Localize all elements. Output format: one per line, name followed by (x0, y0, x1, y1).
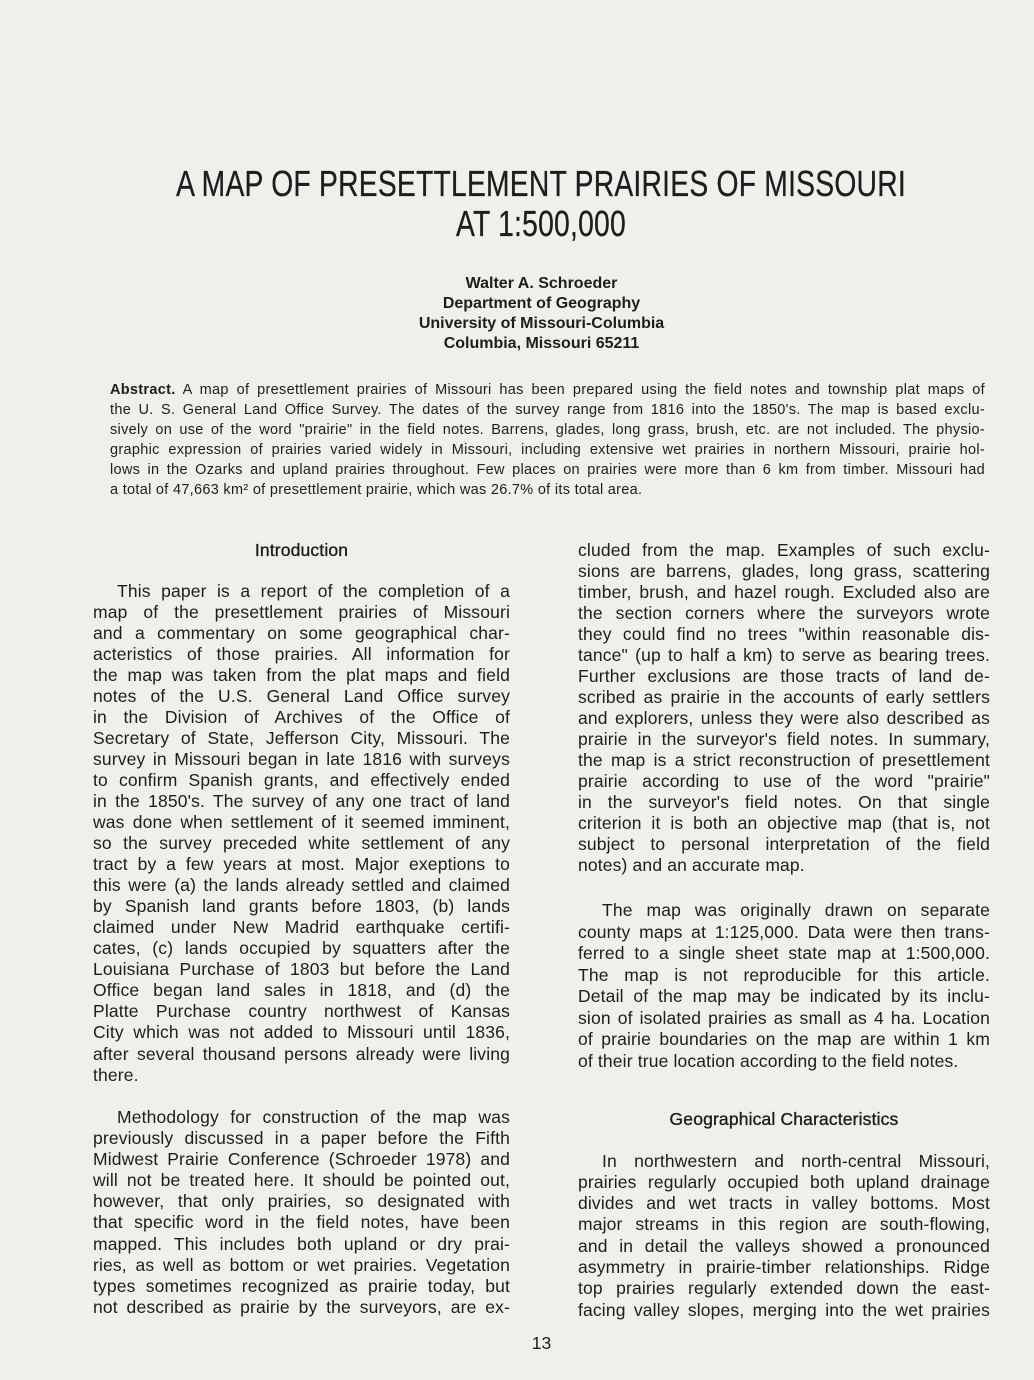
author-university: University of Missouri-Columbia (418, 315, 665, 332)
title-line-scale: AT 1:500,000 (456, 203, 626, 244)
text-line: lows in the Ozarks and upland prairies throughout. Few places on prairies were more than 6 km from timber. Missouri had (110, 462, 985, 478)
text-line: of their true location according to the field notes. (578, 1050, 959, 1071)
abstract (110, 380, 985, 500)
text-line: mapped. This includes both upland or dry prai- (93, 1233, 510, 1254)
paragraph (578, 900, 990, 1072)
text-line: asymmetry in prairie-timber relationships. Ridge (578, 1256, 990, 1277)
section-heading: Introduction (254, 540, 349, 560)
text-line: and explorers, unless they were also described as (578, 708, 990, 728)
text-line: City which was not added to Missouri until 1836, (93, 1022, 510, 1043)
abstract-label: Abstract. (110, 382, 176, 398)
text-line: was done when settlement of it seemed imminent, (93, 812, 510, 833)
text-line: prairie in the surveyor's field notes. In summary, (578, 729, 990, 750)
text-line: and a commentary on some geographical char- (93, 622, 510, 643)
paragraph (93, 581, 510, 1086)
text-line: sions are barrens, glades, long grass, scattering (578, 560, 990, 581)
section-heading: Geographical Characteristics (669, 1109, 899, 1129)
text-line: Further exclusions are those tracts of land de- (578, 665, 990, 686)
text-line: this were (a) the lands already settled and claimed (93, 875, 510, 896)
text-line: the U. S. General Land Office Survey. The dates of the survey range from 1816 into the 1850's. The map is based exclu- (110, 402, 985, 418)
text-line: Midwest Prairie Conference (Schroeder 1978) and (93, 1148, 510, 1169)
text-line: types sometimes recognized as prairie today, but (93, 1276, 510, 1296)
text-line: Methodology for construction of the map was (117, 1106, 510, 1127)
text-line: there. (93, 1064, 139, 1085)
text-line: of prairie boundaries on the map are within 1 km (578, 1029, 990, 1049)
text-line: cates, (c) lands occupied by squatters after the (93, 938, 510, 959)
text-line: In northwestern and north-central Missouri, (602, 1150, 990, 1171)
author-department: Department of Geography (442, 295, 641, 312)
text-line: scribed as prairie in the accounts of early settlers (578, 686, 990, 707)
text-line: The map is not reproducible for this article. (578, 964, 990, 985)
text-line: Office began land sales in 1818, and (d) the (93, 980, 510, 1001)
paragraph (578, 1151, 990, 1321)
text-line: not described as prairie by the surveyors, are ex- (93, 1297, 510, 1318)
text-line: graphic expression of prairies varied widely in Missouri, including extensive wet prairies in northern Missouri, prairie hol- (110, 442, 985, 458)
text-line: subject to personal interpretation of the field (578, 834, 990, 855)
text-line: facing valley slopes, merging into the wet prairies (578, 1299, 990, 1320)
text-line: notes of the U.S. General Land Office survey (93, 685, 510, 706)
text-line: the map is a strict reconstruction of presettlement (578, 750, 990, 771)
text-line: major streams in this region are south-flowing, (578, 1214, 990, 1235)
text-line: ferred to a single sheet state map at 1:500,000. (578, 943, 990, 963)
text-line: cluded from the map. Examples of such exclu- (578, 539, 990, 560)
text-line: map of the presettlement prairies of Missouri (93, 601, 510, 622)
text-line: divides and wet tracts in valley bottoms. Most (578, 1193, 990, 1214)
text-line: a total of 47,663 km² of presettlement prairie, which was 26.7% of its total area. (110, 482, 643, 498)
text-line: ries, as well as bottom or wet prairies. Vegetation (93, 1254, 510, 1275)
text-line: tract by a few years at most. Major exeptions to (93, 854, 510, 875)
author-name: Walter A. Schroeder (465, 275, 618, 292)
text-line: timber, brush, and hazel rough. Excluded also are (578, 581, 990, 602)
text-line: they could find no trees "within reasonable dis- (578, 623, 990, 644)
text-line: top prairies regularly extended down the east- (578, 1278, 990, 1299)
text-line: that specific word in the field notes, have been (93, 1212, 510, 1233)
text-line: Platte Purchase country northwest of Kansas (93, 1001, 510, 1022)
text-line: in the Division of Archives of the Office of (93, 706, 510, 727)
text-line: survey in Missouri began in late 1816 with surveys (93, 748, 510, 769)
text-line: to confirm Spanish grants, and effectively ended (93, 769, 510, 790)
text-line: in the surveyor's field notes. On that single (578, 792, 990, 813)
abstract-body (110, 400, 985, 500)
paragraph-continued (578, 540, 990, 877)
abstract-text: A map of presettlement prairies of Missouri has been prepared using the field notes and township plat maps of (182, 382, 985, 398)
text-line: in the 1850's. The survey of any one tract of land (93, 790, 510, 811)
page-number: 13 (531, 1333, 552, 1353)
text-line: claimed under New Madrid earthquake certifi- (93, 917, 510, 938)
text-line: tance" (up to half a km) to serve as bearing trees. (578, 644, 990, 665)
text-line: by Spanish land grants before 1803, (b) lands (93, 896, 510, 917)
title-line: A MAP OF PRESETTLEMENT PRAIRIES OF MISSOURI (176, 163, 906, 204)
text-line: and in detail the valleys showed a pronounced (578, 1235, 990, 1256)
text-line: This paper is a report of the completion of a (117, 580, 510, 601)
text-line: so the survey preceded white settlement of any (93, 833, 510, 854)
text-line: however, that only prairies, so designated with (93, 1191, 510, 1212)
paper-title (48, 164, 1034, 244)
text-line: Secretary of State, Jefferson City, Missouri. The (93, 727, 510, 748)
text-line: county maps at 1:125,000. Data were then trans- (578, 921, 990, 942)
text-line: Louisiana Purchase of 1803 but before the Land (93, 959, 510, 980)
paragraph (93, 1107, 510, 1319)
text-line: prairie according to use of the word "prairie" (578, 771, 990, 792)
text-line: criterion it is both an objective map (that is, not (578, 813, 990, 834)
text-line: sively on use of the word "prairie" in the field notes. Barrens, glades, long grass, brush, etc. are not included. The physio- (110, 422, 985, 438)
text-line: previously discussed in a paper before the Fifth (93, 1127, 510, 1148)
text-line: Detail of the map may be indicated by its inclu- (578, 986, 990, 1006)
text-line: will not be treated here. It should be pointed out, (93, 1170, 510, 1191)
text-line: acteristics of those prairies. All information for (93, 643, 510, 664)
text-line: after several thousand persons already were living (93, 1043, 510, 1064)
text-line: the map was taken from the plat maps and field (93, 664, 510, 685)
author-address: Columbia, Missouri 65211 (443, 335, 640, 352)
text-line: notes) and an accurate map. (578, 855, 805, 876)
author-block (93, 274, 990, 354)
text-line: sion of isolated prairies as small as 4 ha. Location (578, 1007, 990, 1028)
abstract-first-line (110, 380, 985, 400)
text-line: The map was originally drawn on separate (602, 900, 990, 920)
text-line: prairies regularly occupied both upland drainage (578, 1171, 990, 1192)
text-line: the section corners where the surveyors wrote (578, 602, 990, 623)
